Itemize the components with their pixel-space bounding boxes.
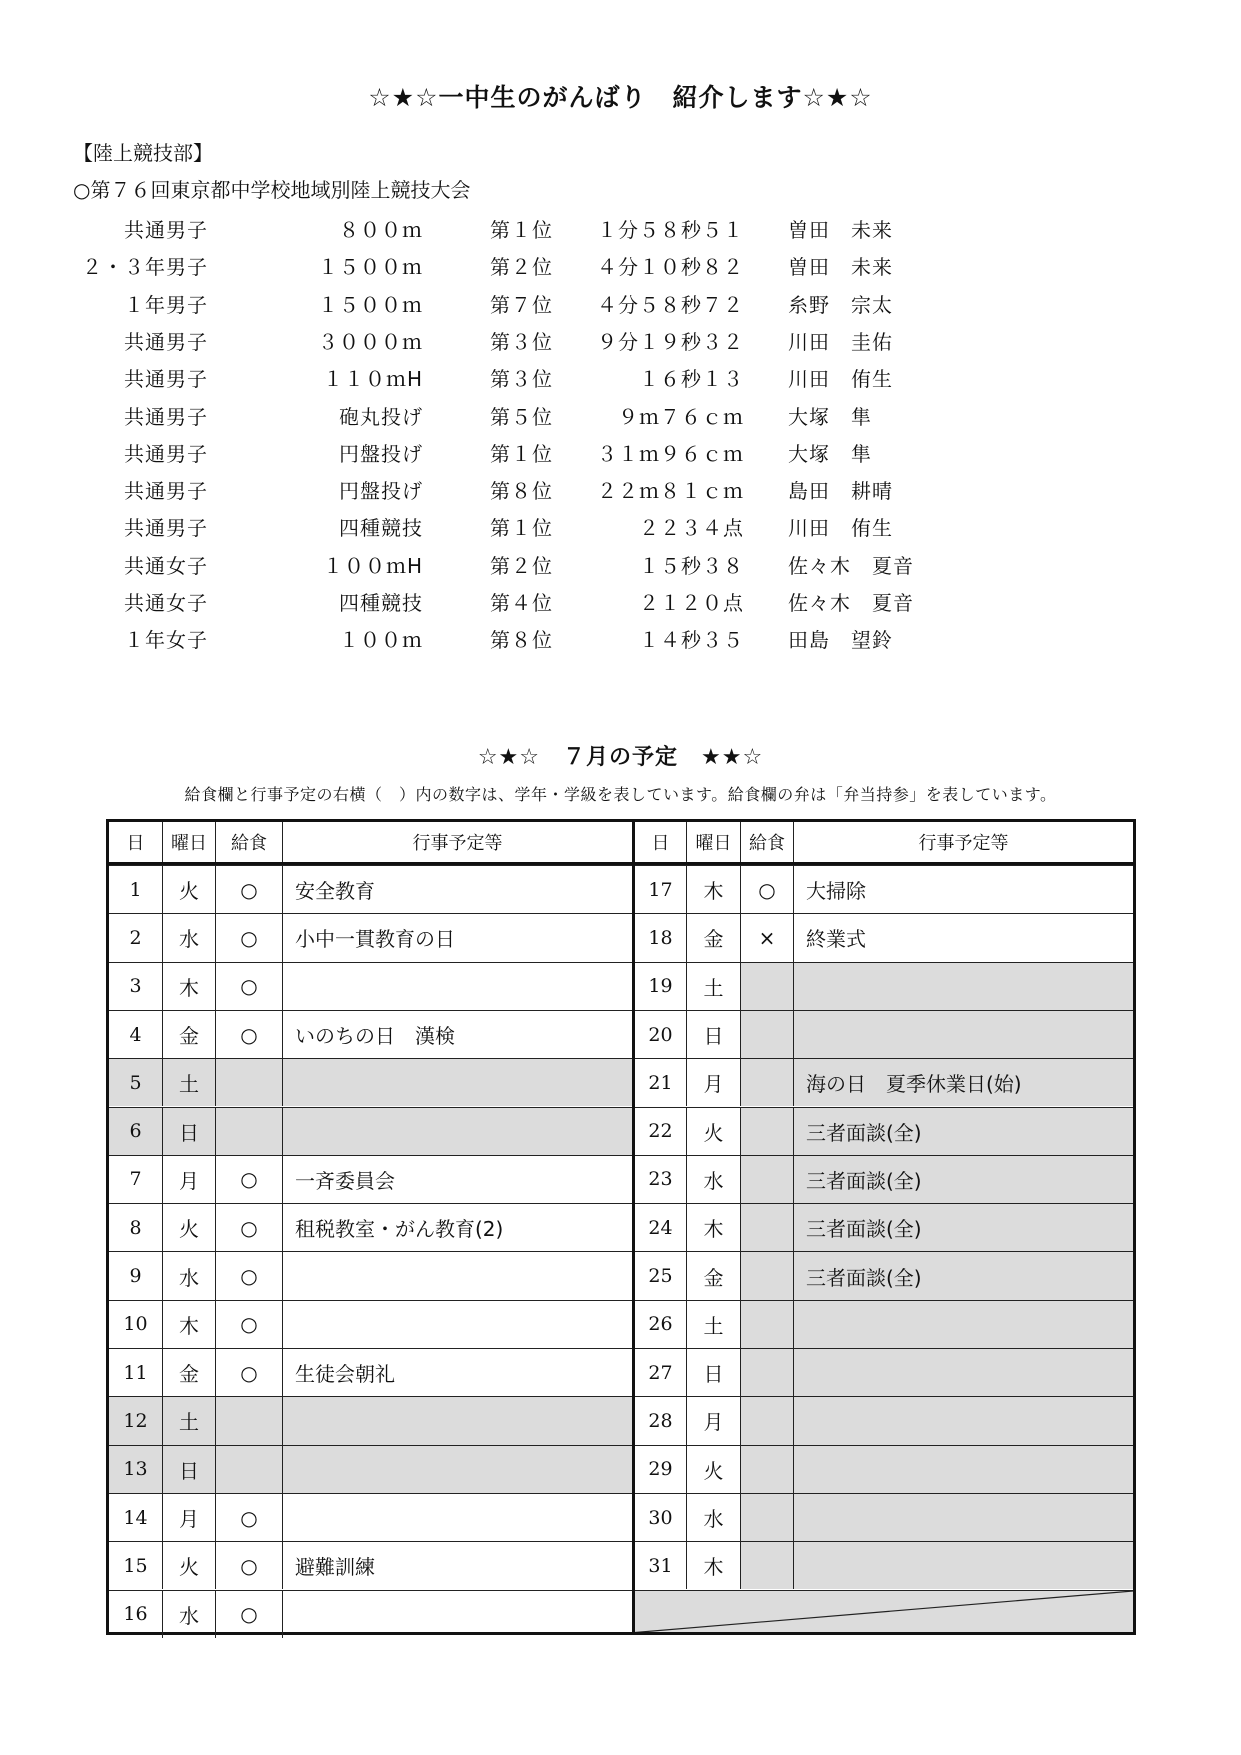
result-record: ３１ｍ９６ｃｍ xyxy=(597,441,744,466)
result-rank: 第１位 xyxy=(490,441,553,466)
result-row xyxy=(0,506,1241,543)
day-number: 23 xyxy=(648,1168,673,1191)
day-number: 26 xyxy=(648,1313,673,1336)
event-text: 租税教室・がん教育(2) xyxy=(282,1204,632,1251)
day-of-week: 木 xyxy=(162,963,215,1010)
event-text: 安全教育 xyxy=(282,866,632,913)
lunch-mark xyxy=(215,1108,282,1155)
result-category: 共通女子 xyxy=(124,591,208,615)
day-number: 6 xyxy=(109,1108,162,1155)
result-category: 共通男子 xyxy=(124,329,208,354)
result-category: 共通男子 xyxy=(124,441,208,466)
day-number: 1 xyxy=(129,878,142,901)
lunch-mark xyxy=(740,1059,793,1106)
day-of-week: 火 xyxy=(686,1446,740,1493)
day-number: 19 xyxy=(648,975,673,998)
result-rank: 第１位 xyxy=(490,516,553,541)
club-heading: 【陸上競技部】 xyxy=(73,141,213,165)
event-text: 三者面談(全) xyxy=(793,1252,1133,1299)
result-category: 共通男子 xyxy=(124,367,208,392)
lunch-mark: ○ xyxy=(215,1301,282,1348)
lunch-mark xyxy=(740,1494,793,1541)
result-row xyxy=(0,245,1241,282)
lunch-mark: ○ xyxy=(215,866,282,913)
lunch-mark xyxy=(740,1011,793,1058)
result-row xyxy=(0,395,1241,432)
calendar-day-row xyxy=(109,1010,632,1058)
day-number: 18 xyxy=(648,926,673,949)
event-text xyxy=(793,1011,1133,1058)
result-athlete-name: 曽田 未来 xyxy=(788,255,893,280)
calendar-day-row xyxy=(635,1348,1133,1396)
result-row xyxy=(0,432,1241,469)
calendar-day-row xyxy=(635,1107,1133,1155)
result-event: １１０ｍH xyxy=(322,367,423,392)
result-category: １年女子 xyxy=(124,628,208,653)
day-of-week: 月 xyxy=(162,1156,215,1203)
header-meal: 給食 xyxy=(215,822,282,862)
header-meal: 給食 xyxy=(740,822,793,862)
result-category: 共通女子 xyxy=(124,553,208,578)
day-of-week: 火 xyxy=(686,1108,740,1155)
day-of-week: 水 xyxy=(162,1591,215,1638)
day-of-week: 火 xyxy=(162,1542,215,1589)
lunch-mark xyxy=(740,1542,793,1589)
lunch-mark: ○ xyxy=(215,1349,282,1396)
day-number: 17 xyxy=(648,878,673,901)
calendar-day-row xyxy=(109,1203,632,1251)
event-text: 三者面談(全) xyxy=(793,1108,1133,1155)
day-of-week: 水 xyxy=(162,1252,215,1299)
result-event: １００ｍH xyxy=(322,553,423,578)
day-number: 8 xyxy=(129,1216,142,1239)
calendar-header-row xyxy=(109,822,632,865)
event-text xyxy=(793,1349,1133,1396)
day-number: 14 xyxy=(123,1506,148,1529)
calendar-day-row xyxy=(109,1058,632,1106)
calendar-day-row xyxy=(109,1493,632,1541)
day-number: 9 xyxy=(129,1265,142,1288)
day-of-week: 木 xyxy=(686,1204,740,1251)
result-event: 円盤投げ xyxy=(339,479,423,504)
calendar-day-row xyxy=(109,1251,632,1299)
day-of-week: 水 xyxy=(686,1494,740,1541)
lunch-mark: ○ xyxy=(215,1591,282,1638)
day-of-week: 木 xyxy=(686,866,740,913)
lunch-mark xyxy=(740,1301,793,1348)
day-number: 31 xyxy=(648,1554,673,1577)
day-number: 7 xyxy=(129,1168,142,1191)
calendar-day-row xyxy=(635,1203,1133,1251)
result-athlete-name: 島田 耕晴 xyxy=(788,479,893,504)
result-athlete-name: 佐々木 夏音 xyxy=(788,553,914,578)
calendar-day-row xyxy=(635,1541,1133,1589)
result-record: ２２ｍ８１ｃｍ xyxy=(597,479,744,504)
calendar-day-row xyxy=(109,962,632,1010)
result-athlete-name: 川田 圭佑 xyxy=(788,329,893,354)
day-of-week: 木 xyxy=(686,1542,740,1589)
event-text xyxy=(793,1301,1133,1348)
day-number: 24 xyxy=(648,1216,673,1239)
event-text xyxy=(282,963,632,1010)
result-row xyxy=(0,581,1241,618)
result-event: 四種競技 xyxy=(339,591,423,615)
day-of-week: 日 xyxy=(686,1349,740,1396)
day-number: 29 xyxy=(648,1458,673,1481)
lunch-mark: ○ xyxy=(215,914,282,961)
calendar-day-row xyxy=(109,1590,632,1638)
day-number: 11 xyxy=(123,1361,148,1384)
lunch-mark xyxy=(740,1204,793,1251)
result-athlete-name: 曽田 未来 xyxy=(788,218,893,242)
day-number: 2 xyxy=(129,926,142,949)
event-text xyxy=(793,1446,1133,1493)
event-text xyxy=(282,1494,632,1541)
day-of-week: 月 xyxy=(686,1397,740,1444)
lunch-mark xyxy=(740,1252,793,1299)
day-number: 28 xyxy=(648,1409,673,1432)
event-text xyxy=(793,1397,1133,1444)
result-event: ３０００ｍ xyxy=(318,329,423,354)
result-event: 四種競技 xyxy=(339,516,423,541)
event-text: 大掃除 xyxy=(793,866,1133,913)
header-event: 行事予定等 xyxy=(793,822,1133,862)
event-text: 海の日 夏季休業日(始) xyxy=(793,1059,1133,1106)
result-record: ９分１９秒３２ xyxy=(597,329,744,354)
result-record: １５秒３８ xyxy=(639,553,744,578)
calendar-day-row xyxy=(635,1493,1133,1541)
event-text xyxy=(282,1301,632,1348)
day-of-week: 水 xyxy=(686,1156,740,1203)
event-text: 三者面談(全) xyxy=(793,1156,1133,1203)
result-athlete-name: 川田 侑生 xyxy=(788,516,893,541)
lunch-mark: ○ xyxy=(215,1011,282,1058)
result-row xyxy=(0,320,1241,357)
lunch-mark xyxy=(215,1059,282,1106)
result-category: 共通男子 xyxy=(124,218,208,242)
result-rank: 第８位 xyxy=(490,628,553,653)
lunch-mark: ○ xyxy=(215,1252,282,1299)
lunch-mark: ○ xyxy=(215,1156,282,1203)
day-number: 5 xyxy=(109,1059,162,1106)
calendar-day-row xyxy=(635,913,1133,961)
lunch-mark xyxy=(215,1446,282,1493)
calendar-day-row xyxy=(109,1300,632,1348)
schedule-note: 給食欄と行事予定の右横（ ）内の数字は、学年・学級を表しています。給食欄の弁は「弁当持参」を表しています。 xyxy=(184,785,1057,804)
event-text xyxy=(282,1252,632,1299)
day-of-week: 金 xyxy=(162,1011,215,1058)
page-title: ☆★☆一中生のがんばり 紹介します☆★☆ xyxy=(368,83,873,112)
event-text xyxy=(282,1591,632,1638)
calendar-day-row xyxy=(109,1445,632,1493)
header-dow: 曜日 xyxy=(686,822,740,862)
calendar-day-row xyxy=(109,1348,632,1396)
header-day: 日 xyxy=(126,833,145,854)
calendar-day-row xyxy=(635,1155,1133,1203)
result-category: 共通男子 xyxy=(124,404,208,429)
july-calendar xyxy=(106,819,1136,1635)
result-event: １５００ｍ xyxy=(318,292,423,317)
lunch-mark: ○ xyxy=(215,1204,282,1251)
day-of-week: 月 xyxy=(162,1494,215,1541)
result-athlete-name: 糸野 宗太 xyxy=(788,292,893,317)
day-of-week: 土 xyxy=(686,963,740,1010)
result-athlete-name: 田島 望鈴 xyxy=(788,628,893,653)
result-event: ８００ｍ xyxy=(339,218,423,242)
calendar-header-row xyxy=(635,822,1133,865)
result-category: ２・３年男子 xyxy=(82,255,208,280)
empty-diagonal-cell xyxy=(635,1590,1133,1633)
day-of-week: 日 xyxy=(162,1446,215,1493)
lunch-mark xyxy=(740,1397,793,1444)
lunch-mark: ○ xyxy=(215,1542,282,1589)
lunch-mark xyxy=(740,1156,793,1203)
calendar-day-row xyxy=(109,1541,632,1589)
result-event: １５００ｍ xyxy=(318,255,423,280)
result-category: 共通男子 xyxy=(124,516,208,541)
event-text xyxy=(282,1108,632,1155)
meet-name: ○第７６回東京都中学校地域別陸上競技大会 xyxy=(73,178,471,202)
lunch-mark: ○ xyxy=(215,1494,282,1541)
event-text: 避難訓練 xyxy=(282,1542,632,1589)
header-event: 行事予定等 xyxy=(282,822,632,862)
event-text xyxy=(282,1059,632,1106)
calendar-day-row xyxy=(109,1155,632,1203)
day-of-week: 日 xyxy=(686,1011,740,1058)
result-row xyxy=(0,469,1241,506)
result-rank: 第５位 xyxy=(490,404,553,429)
result-event: 円盤投げ xyxy=(339,441,423,466)
day-of-week: 金 xyxy=(686,1252,740,1299)
day-of-week: 日 xyxy=(162,1108,215,1155)
event-text: いのちの日 漢検 xyxy=(282,1011,632,1058)
day-number: 4 xyxy=(129,1023,142,1046)
result-record: １４秒３５ xyxy=(639,628,744,653)
result-athlete-name: 大塚 隼 xyxy=(788,404,872,429)
calendar-day-row xyxy=(635,1251,1133,1299)
calendar-day-row xyxy=(635,1396,1133,1444)
calendar-day-row xyxy=(635,1300,1133,1348)
day-number: 30 xyxy=(648,1506,673,1529)
day-number: 12 xyxy=(109,1397,162,1444)
result-record: ２２３４点 xyxy=(639,516,744,541)
calendar-day-row xyxy=(109,1107,632,1155)
result-category: １年男子 xyxy=(124,292,208,317)
calendar-day-row xyxy=(635,865,1133,913)
result-rank: 第７位 xyxy=(490,292,553,317)
day-of-week: 土 xyxy=(162,1059,215,1106)
result-record: ４分１０秒８２ xyxy=(597,255,744,280)
lunch-mark: ○ xyxy=(215,963,282,1010)
event-text xyxy=(793,963,1133,1010)
result-record: １６秒１３ xyxy=(639,367,744,392)
day-of-week: 水 xyxy=(162,914,215,961)
result-category: 共通男子 xyxy=(124,479,208,504)
result-rank: 第２位 xyxy=(490,553,553,578)
calendar-left-half xyxy=(109,822,632,1632)
calendar-day-row xyxy=(635,962,1133,1010)
schedule-title: ☆★☆ ７月の予定 ★★☆ xyxy=(477,745,764,770)
day-of-week: 土 xyxy=(686,1301,740,1348)
result-row xyxy=(0,357,1241,394)
result-record: ９ｍ７６ｃｍ xyxy=(618,404,744,429)
result-rank: 第８位 xyxy=(490,479,553,504)
result-row xyxy=(0,544,1241,581)
lunch-mark xyxy=(740,1108,793,1155)
day-of-week: 火 xyxy=(162,866,215,913)
result-rank: 第４位 xyxy=(490,591,553,615)
calendar-day-row xyxy=(109,865,632,913)
result-rank: 第２位 xyxy=(490,255,553,280)
result-row xyxy=(0,208,1241,245)
result-record: ４分５８秒７２ xyxy=(597,292,744,317)
result-row xyxy=(0,283,1241,320)
result-athlete-name: 川田 侑生 xyxy=(788,367,893,392)
result-record: １分５８秒５１ xyxy=(597,218,744,242)
result-event: １００ｍ xyxy=(339,628,423,653)
lunch-mark xyxy=(740,963,793,1010)
calendar-day-row xyxy=(635,1010,1133,1058)
lunch-mark xyxy=(740,1349,793,1396)
day-number: 22 xyxy=(648,1120,673,1143)
event-text: 小中一貫教育の日 xyxy=(282,914,632,961)
day-of-week: 木 xyxy=(162,1301,215,1348)
calendar-day-row xyxy=(109,913,632,961)
day-number: 21 xyxy=(648,1071,673,1094)
day-number: 15 xyxy=(123,1554,148,1577)
result-rank: 第１位 xyxy=(490,218,553,242)
calendar-day-row xyxy=(635,1445,1133,1493)
event-text xyxy=(282,1397,632,1444)
lunch-mark xyxy=(215,1397,282,1444)
day-of-week: 月 xyxy=(686,1059,740,1106)
lunch-mark: × xyxy=(740,914,793,961)
result-event: 砲丸投げ xyxy=(339,404,423,429)
day-number: 25 xyxy=(648,1265,673,1288)
event-text: 一斉委員会 xyxy=(282,1156,632,1203)
calendar-day-row xyxy=(109,1396,632,1444)
day-number: 13 xyxy=(109,1446,162,1493)
event-text xyxy=(793,1494,1133,1541)
result-athlete-name: 大塚 隼 xyxy=(788,441,872,466)
day-of-week: 土 xyxy=(162,1397,215,1444)
lunch-mark: ○ xyxy=(740,866,793,913)
day-number: 3 xyxy=(129,975,142,998)
event-text: 生徒会朝礼 xyxy=(282,1349,632,1396)
day-number: 27 xyxy=(648,1361,673,1384)
result-record: ２１２０点 xyxy=(639,591,744,615)
day-number: 16 xyxy=(123,1603,148,1626)
event-text: 終業式 xyxy=(793,914,1133,961)
event-text xyxy=(793,1542,1133,1589)
calendar-right-half xyxy=(632,822,1133,1632)
diagonal-line xyxy=(635,1591,1133,1633)
calendar-day-row xyxy=(635,1058,1133,1106)
event-text xyxy=(282,1446,632,1493)
result-row xyxy=(0,618,1241,655)
day-number: 10 xyxy=(123,1313,148,1336)
day-of-week: 金 xyxy=(162,1349,215,1396)
day-number: 20 xyxy=(648,1023,673,1046)
header-day: 日 xyxy=(651,833,670,854)
event-text: 三者面談(全) xyxy=(793,1204,1133,1251)
day-of-week: 火 xyxy=(162,1204,215,1251)
day-of-week: 金 xyxy=(686,914,740,961)
result-rank: 第３位 xyxy=(490,367,553,392)
header-dow: 曜日 xyxy=(162,822,215,862)
result-rank: 第３位 xyxy=(490,329,553,354)
lunch-mark xyxy=(740,1446,793,1493)
result-athlete-name: 佐々木 夏音 xyxy=(788,591,914,615)
